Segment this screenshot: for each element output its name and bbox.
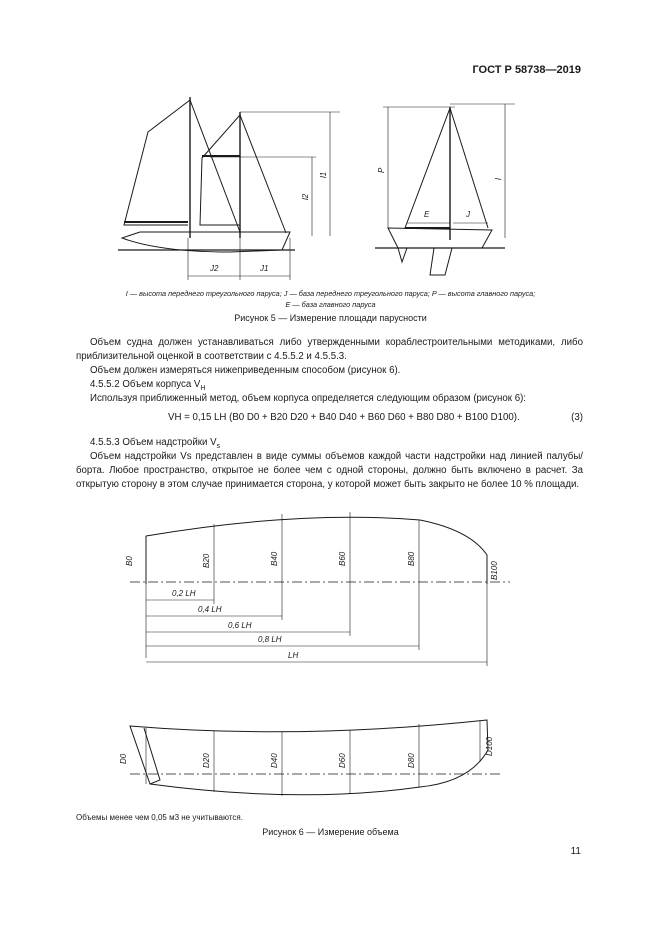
label-D20: D20 bbox=[202, 753, 211, 768]
hull-right bbox=[388, 228, 492, 248]
label-B60: B60 bbox=[338, 551, 347, 566]
paragraph-6: Объем надстройки Vs представлен в виде суммы объемов каждой части надстройки над линией палубы/борта. Любое пространство, открытое не более чем с одной стороны, должно быть включено в расчет. За открытую сторону в этом случае принимается сторона, у которой может быть закрыто не более 10 % площади. bbox=[76, 451, 583, 490]
figure-6-profile-view bbox=[0, 712, 661, 810]
equation-number: (3) bbox=[571, 412, 583, 423]
figure-6-note: Объемы менее чем 0,05 м3 не учитываются. bbox=[76, 813, 243, 822]
section-4-5-5-2-heading: 4.5.5.2 Объем корпуса $V_H$ bbox=[90, 379, 206, 392]
page-number: 11 bbox=[570, 846, 581, 857]
figure-5-sail-diagram bbox=[0, 0, 661, 330]
label-B40: B40 bbox=[270, 551, 279, 566]
label-0-4-LH: 0,4 LH bbox=[198, 605, 222, 614]
figure-5-legend: I — высота переднего треугольного паруса; J — база переднего треугольного паруса; P — высота главного паруса; E — база главного паруса bbox=[125, 289, 536, 309]
label-J2: J2 bbox=[210, 264, 219, 273]
label-0-6-LH: 0,6 LH bbox=[228, 621, 252, 630]
label-D0: D0 bbox=[119, 753, 128, 764]
hull-profile bbox=[130, 720, 488, 795]
document-code: ГОСТ Р 58738—2019 bbox=[472, 64, 581, 76]
label-B80: B80 bbox=[407, 551, 416, 566]
label-D40: D40 bbox=[270, 753, 279, 768]
deck-outline bbox=[146, 517, 487, 584]
label-J: J bbox=[466, 210, 470, 219]
label-l: l bbox=[494, 178, 503, 180]
figure-6-plan-view bbox=[0, 500, 661, 680]
paragraph-4: Используя приближенный метод, объем корпуса определяется следующим образом (рисунок 6): bbox=[90, 393, 526, 404]
figure-5-caption: Рисунок 5 — Измерение площади парусности bbox=[234, 313, 427, 323]
label-B100: B100 bbox=[490, 561, 499, 580]
label-D80: D80 bbox=[407, 753, 416, 768]
figure-6-caption: Рисунок 6 — Измерение объема bbox=[262, 827, 399, 837]
label-LH: LH bbox=[288, 651, 299, 660]
label-0-8-LH: 0,8 LH bbox=[258, 635, 282, 644]
paragraph-1: Объем судна должен устанавливаться либо утвержденными кораблестроительными методиками, либо приблизительной оценкой в соответствии с 4.5.5.2 и 4.5.5.3. bbox=[76, 337, 583, 362]
label-E: E bbox=[424, 210, 430, 219]
label-D100: D100 bbox=[485, 736, 494, 756]
label-B20: B20 bbox=[202, 553, 211, 568]
label-B0: B0 bbox=[125, 556, 134, 566]
label-0-2-LH: 0,2 LH bbox=[172, 589, 196, 598]
hull-left bbox=[122, 232, 290, 252]
label-P: P bbox=[377, 167, 386, 173]
label-l1: l1 bbox=[319, 171, 328, 178]
section-4-5-5-3-heading: 4.5.5.3 Объем надстройки $V_s$ bbox=[90, 437, 221, 450]
label-D60: D60 bbox=[338, 753, 347, 768]
label-l2: l2 bbox=[301, 193, 310, 200]
paragraph-2: Объем должен измеряться нижеприведенным способом (рисунок 6). bbox=[90, 365, 401, 376]
equation-body: VH = 0,15 LH (B0 D0 + B20 D20 + B40 D40 + B60 D60 + B80 D80 + B100 D100). bbox=[168, 412, 520, 423]
label-J1: J1 bbox=[260, 264, 269, 273]
